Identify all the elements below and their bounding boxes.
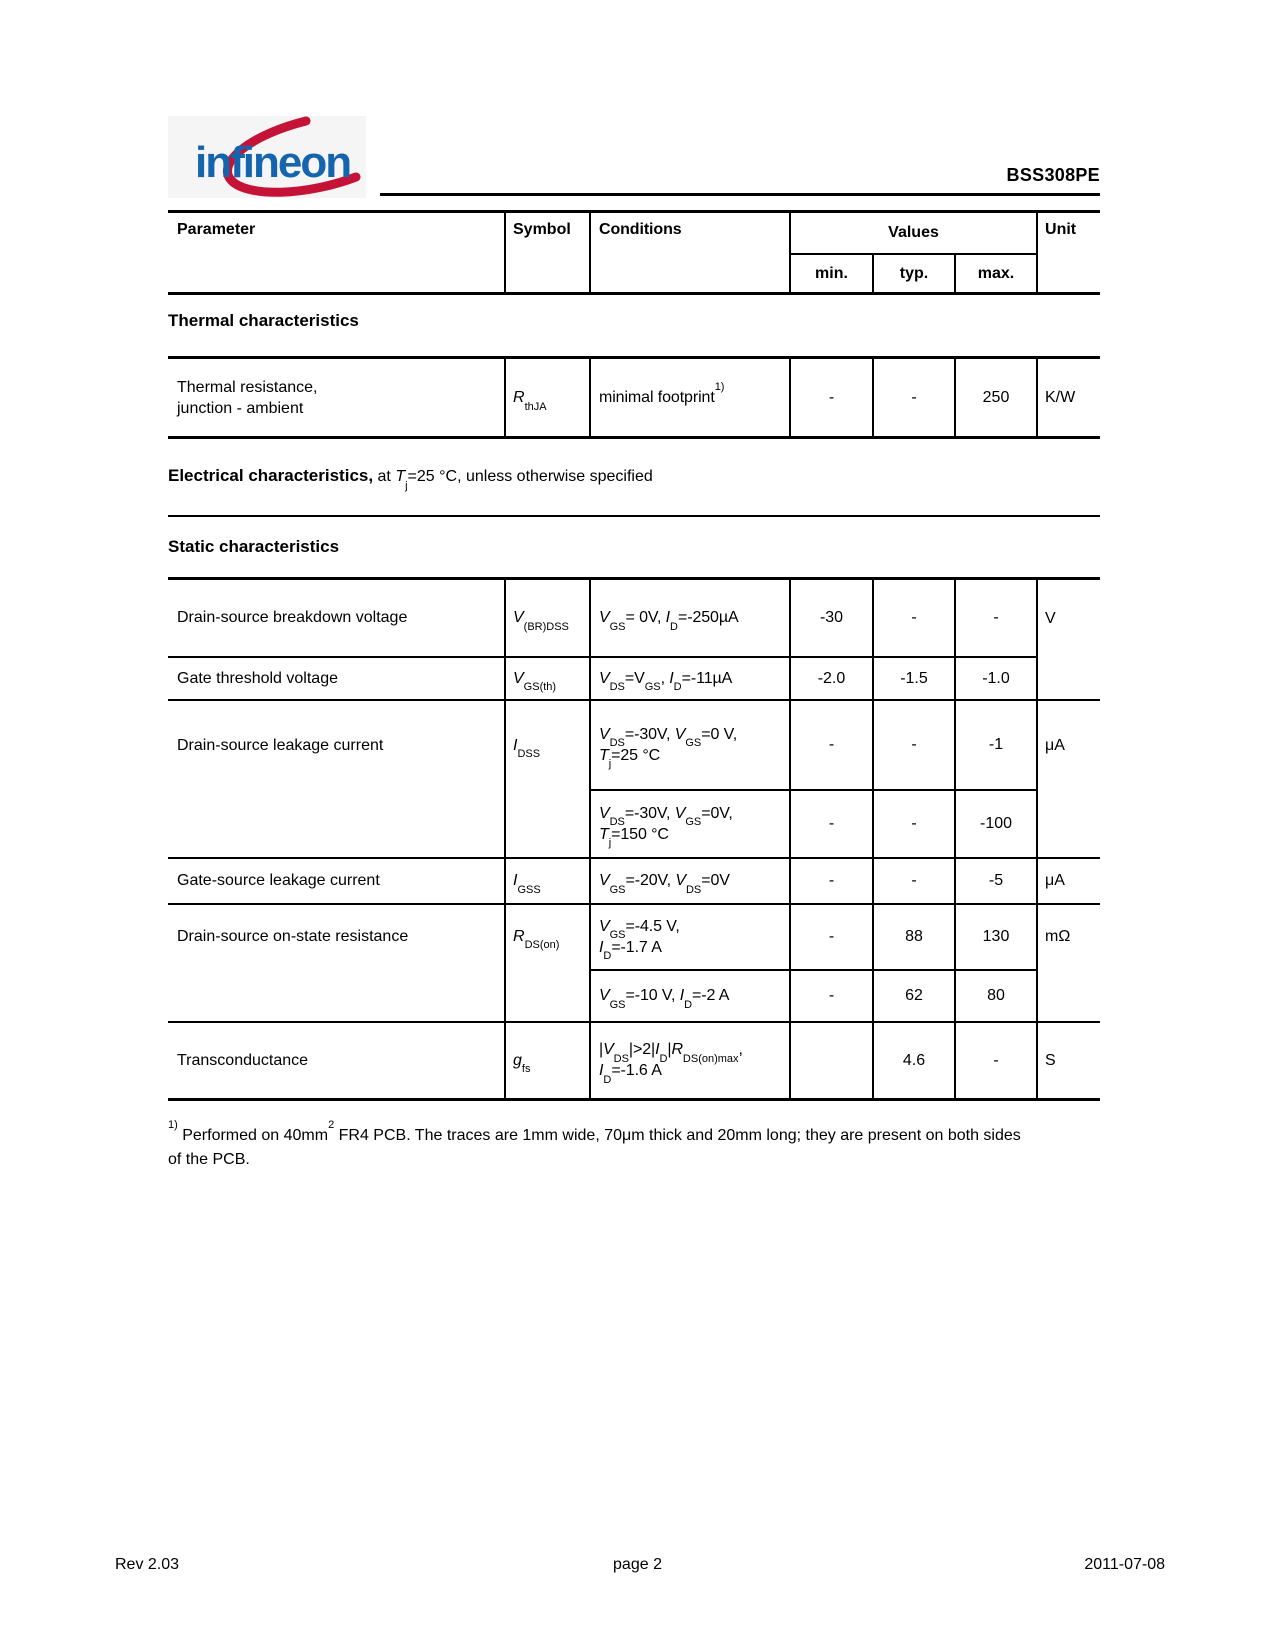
- unit-cell: μA: [1037, 858, 1100, 904]
- product-title: BSS308PE: [1006, 165, 1100, 185]
- conditions-cell: $V_{GS}=-4.5$ V, $I_D=-1.7$ A: [590, 904, 790, 970]
- table-row: [168, 858, 1100, 904]
- symbol-cell: $V_{GS(th)}$: [505, 657, 590, 700]
- electrical-section-title: Electrical characteristics, at $T_j=25$ °C, unless otherwise specified: [168, 466, 653, 492]
- table-row: [168, 358, 1100, 438]
- param-cell: Transconductance: [168, 1022, 505, 1100]
- conditions-cell: $|V_{DS}|>2|I_D|R_{DS(on)max}$, $I_D=-1.6$ A: [590, 1022, 790, 1100]
- conditions-header: Conditions: [590, 212, 790, 294]
- min-cell: -: [790, 970, 873, 1022]
- symbol-cell: $V_{(BR)DSS}$: [505, 579, 590, 657]
- unit-cell: mΩ: [1037, 904, 1100, 1022]
- table-row: [168, 904, 1100, 970]
- max-cell: -100: [955, 790, 1037, 858]
- typ-cell: 4.6: [873, 1022, 955, 1100]
- conditions-cell: $V_{GS}=-20V$, $V_{DS}=0V$: [590, 858, 790, 904]
- max-header: max.: [955, 254, 1037, 294]
- thermal-table: [168, 356, 1100, 439]
- min-cell: [790, 1022, 873, 1100]
- values-header: Values: [790, 212, 1037, 254]
- min-cell: -: [790, 700, 873, 790]
- static-section-title: Static characteristics: [168, 537, 340, 556]
- min-cell: -: [790, 790, 873, 858]
- footer-date: 2011-07-08: [1084, 1556, 1165, 1573]
- symbol-cell: $I_{GSS}$: [505, 858, 590, 904]
- typ-cell: -: [873, 700, 955, 790]
- table-row: [168, 657, 1100, 700]
- unit-header: Unit: [1037, 212, 1100, 294]
- conditions-cell: $V_{DS}=V_{GS}$, $I_D=-11\mu A$: [590, 657, 790, 700]
- param-cell: Drain-source leakage current: [168, 700, 505, 858]
- min-cell: -30: [790, 579, 873, 657]
- min-cell: -: [790, 358, 873, 438]
- min-cell: -2.0: [790, 657, 873, 700]
- footnote: $^{1)}$ Performed on $40mm^2$ FR4 PCB. The traces are 1mm wide, 70μm thick and 20mm long; they are present on both sides of the PCB.: [168, 1119, 1021, 1168]
- table-row: [168, 700, 1100, 790]
- typ-cell: 88: [873, 904, 955, 970]
- typ-cell: 62: [873, 970, 955, 1022]
- symbol-cell: $g_{fs}$: [505, 1022, 590, 1100]
- symbol-cell: $R_{thJA}$: [505, 358, 590, 438]
- conditions-cell: $V_{GS}=-10$ V, $I_D=-2$ A: [590, 970, 790, 1022]
- header-rule: [380, 193, 1100, 196]
- conditions-cell: $V_{GS}= 0V$, $I_D=-250\mu A$: [590, 579, 790, 657]
- conditions-cell: $V_{DS}=-30V$, $V_{GS}=0V$, $T_j=150$ °C: [590, 790, 790, 858]
- parameter-header: Parameter: [177, 221, 256, 238]
- infineon-logo: [168, 116, 366, 198]
- unit-cell: V: [1037, 579, 1100, 700]
- section-rule: [168, 515, 1100, 517]
- logo-wordmark: infineon: [195, 138, 351, 187]
- max-cell: -5: [955, 858, 1037, 904]
- unit-cell: S: [1037, 1022, 1100, 1100]
- max-cell: -1.0: [955, 657, 1037, 700]
- typ-cell: -1.5: [873, 657, 955, 700]
- typ-cell: -: [873, 358, 955, 438]
- conditions-cell: minimal footprint$^{1)}$: [590, 358, 790, 438]
- footer-revision: Rev 2.03: [115, 1556, 180, 1573]
- symbol-cell: $R_{DS(on)}$: [505, 904, 590, 1022]
- table-row: [168, 579, 1100, 657]
- typ-cell: -: [873, 858, 955, 904]
- param-cell: Gate threshold voltage: [168, 657, 505, 700]
- static-table: [168, 577, 1100, 1101]
- min-header: min.: [790, 254, 873, 294]
- min-cell: -: [790, 904, 873, 970]
- min-cell: -: [790, 858, 873, 904]
- param-cell: Gate-source leakage current: [168, 858, 505, 904]
- table-row: [168, 212, 1100, 254]
- max-cell: -: [955, 1022, 1037, 1100]
- symbol-header: Symbol: [505, 212, 590, 294]
- unit-cell: μA: [1037, 700, 1100, 858]
- infineon-logo-graphic: [168, 116, 366, 198]
- typ-header: typ.: [873, 254, 955, 294]
- max-cell: 80: [955, 970, 1037, 1022]
- symbol-cell: $I_{DSS}$: [505, 700, 590, 858]
- thermal-section-title: Thermal characteristics: [168, 311, 359, 330]
- typ-cell: -: [873, 579, 955, 657]
- footer-page-number: page 2: [613, 1556, 662, 1573]
- max-cell: -1: [955, 700, 1037, 790]
- param-cell: Drain-source on-state resistance: [168, 904, 505, 1022]
- column-header-table: [168, 210, 1100, 295]
- param-cell: Thermal resistance, junction - ambient: [177, 378, 318, 417]
- max-cell: 250: [955, 358, 1037, 438]
- max-cell: -: [955, 579, 1037, 657]
- conditions-cell: $V_{DS}=-30V$, $V_{GS}=0$ V, $T_j=25$ °C: [590, 700, 790, 790]
- param-cell: Drain-source breakdown voltage: [177, 609, 408, 627]
- typ-cell: -: [873, 790, 955, 858]
- max-cell: 130: [955, 904, 1037, 970]
- table-row: [168, 1022, 1100, 1100]
- unit-cell: K/W: [1037, 358, 1100, 438]
